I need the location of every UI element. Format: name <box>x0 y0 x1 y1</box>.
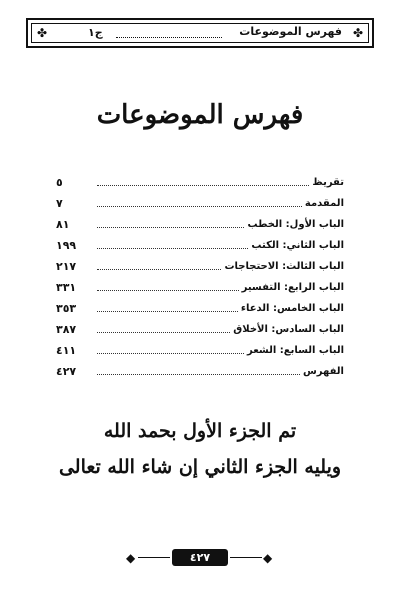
toc-title: الباب الرابع: التفسير <box>241 281 344 293</box>
toc-entry[interactable] <box>56 363 344 379</box>
ornament-icon: ◆ <box>126 551 136 565</box>
ornament-line <box>138 557 170 558</box>
toc-leader-dots <box>97 332 230 333</box>
toc-page-number: ٢١٧ <box>56 259 77 273</box>
toc-page-number: ٣٣١ <box>56 280 77 294</box>
corner-ornament-icon: ✤ <box>352 26 364 40</box>
header-title: فهرس الموضوعات <box>239 25 342 38</box>
ornament-line <box>230 557 262 558</box>
toc-leader-dots <box>97 353 244 354</box>
toc-entry[interactable] <box>56 195 344 211</box>
closing-line-1: تم الجزء الأول بحمد الله <box>103 420 297 442</box>
toc-entry[interactable] <box>56 342 344 358</box>
toc-title: الباب الأول: الخطب <box>247 218 344 230</box>
toc-leader-dots <box>97 311 238 312</box>
page-number: ٤٢٧ <box>172 549 228 566</box>
toc-leader-dots <box>97 227 244 228</box>
toc-leader-dots <box>97 374 300 375</box>
running-header <box>26 18 374 48</box>
corner-ornament-icon: ✤ <box>36 26 48 40</box>
toc-entry[interactable] <box>56 216 344 232</box>
toc-entry[interactable] <box>56 174 344 190</box>
toc-leader-dots <box>97 248 248 249</box>
toc-leader-dots <box>97 206 302 207</box>
page-footer <box>0 548 400 568</box>
toc-title: الفهرس <box>302 365 344 377</box>
toc-entry[interactable] <box>56 279 344 295</box>
toc-title: الباب الخامس: الدعاء <box>240 302 344 314</box>
ornament-icon: ◆ <box>263 551 273 565</box>
toc-title: الباب الثاني: الكتب <box>251 239 344 251</box>
toc-leader-dots <box>97 185 309 186</box>
toc-title: الباب السادس: الأخلاق <box>233 323 344 335</box>
toc-title: الباب الثالث: الاحتجاجات <box>224 260 344 272</box>
toc-page-number: ٣٨٧ <box>56 322 77 336</box>
toc-title: تقريظ <box>312 176 344 188</box>
header-leader-dots <box>116 37 222 38</box>
toc-page-number: ٤٢٧ <box>56 364 77 378</box>
toc-page-number: ٣٥٣ <box>56 301 77 315</box>
toc-page-number: ١٩٩ <box>56 238 77 252</box>
toc-page-number: ٤١١ <box>56 343 77 357</box>
toc-page-number: ٧ <box>56 196 63 210</box>
header-volume: ج١ <box>88 26 103 39</box>
toc-page-number: ٥ <box>56 175 63 189</box>
closing-line-2: ويليه الجزء الثاني إن شاء الله تعالى <box>58 456 342 478</box>
toc-title: الباب السابع: الشعر <box>247 344 344 356</box>
toc-page-number: ٨١ <box>56 217 70 231</box>
toc-entry[interactable] <box>56 321 344 337</box>
toc-entry[interactable] <box>56 300 344 316</box>
toc-title: المقدمة <box>304 197 344 209</box>
page-title: فهرس الموضوعات <box>96 100 304 130</box>
toc-leader-dots <box>97 290 239 291</box>
toc-leader-dots <box>97 269 221 270</box>
toc-entry[interactable] <box>56 258 344 274</box>
toc-entry[interactable] <box>56 237 344 253</box>
